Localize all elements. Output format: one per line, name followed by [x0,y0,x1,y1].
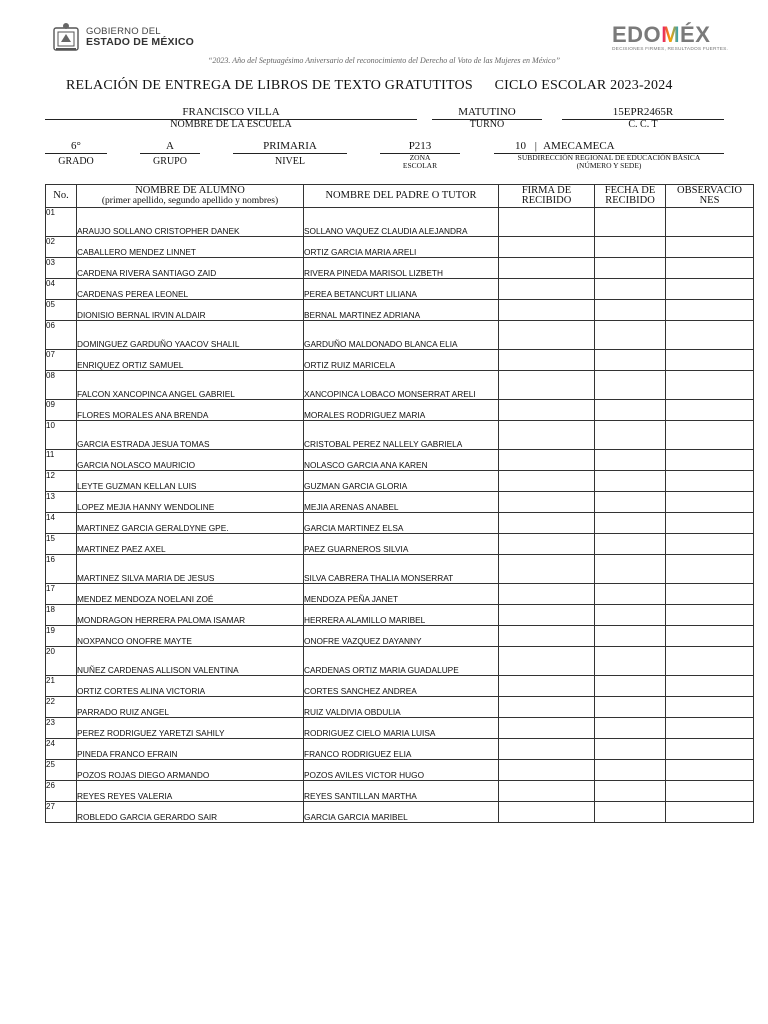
row-number: 16 [46,555,77,584]
parent-name: PEREA BETANCURT LILIANA [304,279,499,300]
table-row [46,760,754,781]
student-name: CARDENA RIVERA SANTIAGO ZAID [77,258,304,279]
header-signature-l2: RECIBIDO [521,195,572,206]
student-name: NUÑEZ CARDENAS ALLISON VALENTINA [77,647,304,676]
row-number: 19 [46,626,77,647]
table-row [46,208,754,237]
table-row [46,802,754,823]
observations-cell[interactable] [666,237,754,258]
header-signature-l1: FIRMA DE [521,185,572,196]
parent-name: XANCOPINCA LOBACO MONSERRAT ARELI [304,371,499,400]
parent-name: SILVA CABRERA THALIA MONSERRAT [304,555,499,584]
date-cell[interactable] [595,237,666,258]
subdirection-label-line2: (NÚMERO Y SEDE) [576,161,642,170]
school-cycle: CICLO ESCOLAR 2023-2024 [494,78,673,93]
subdirection-number: 10 [515,140,526,152]
level-line [233,153,347,154]
row-number: 09 [46,400,77,421]
row-number: 12 [46,471,77,492]
observations-cell[interactable] [666,258,754,279]
student-name: GARCIA ESTRADA JESUA TOMAS [77,421,304,450]
parent-name: SOLLANO VAQUEZ CLAUDIA ALEJANDRA [304,208,499,237]
grade-value: 6° [71,140,81,152]
table-row [46,626,754,647]
row-number: 06 [46,321,77,350]
parent-name: ORTIZ RUIZ MARICELA [304,350,499,371]
row-number: 01 [46,208,77,237]
edomex-word: EDOMÉX [612,22,711,47]
header-observations-l2: NES [699,195,720,206]
signature-cell[interactable] [499,471,595,492]
cct-value: 15EPR2465R [612,106,674,118]
table-row [46,697,754,718]
parent-name: ORTIZ GARCIA MARIA ARELI [304,237,499,258]
student-name: MARTINEZ SILVA MARIA DE JESUS [77,555,304,584]
parent-name: REYES SANTILLAN MARTHA [304,781,499,802]
signature-cell[interactable] [499,584,595,605]
signature-cell[interactable] [499,513,595,534]
table-row [46,471,754,492]
row-number: 02 [46,237,77,258]
header-no: No. [46,185,77,208]
signature-cell[interactable] [499,626,595,647]
parent-name: MORALES RODRIGUEZ MARIA [304,400,499,421]
signature-cell[interactable] [499,208,595,237]
signature-cell[interactable] [499,421,595,450]
observations-cell[interactable] [666,321,754,350]
signature-cell[interactable] [499,718,595,739]
subdirection-label-line1: SUBDIRECCIÓN REGIONAL DE EDUCACIÓN BÁSICA [517,153,701,162]
signature-cell[interactable] [499,237,595,258]
student-name: MENDEZ MENDOZA NOELANI ZOÉ [77,584,304,605]
school-name-label: NOMBRE DE LA ESCUELA [170,119,292,130]
parent-name: GUZMAN GARCIA GLORIA [304,471,499,492]
observations-cell[interactable] [666,208,754,237]
row-number: 07 [46,350,77,371]
date-cell[interactable] [595,371,666,400]
student-name: REYES REYES VALERIA [77,781,304,802]
cct-label: C. C. T [628,119,658,130]
shift-value: MATUTINO [458,106,516,118]
date-cell[interactable] [595,513,666,534]
date-cell[interactable] [595,450,666,471]
table-row [46,584,754,605]
row-number: 15 [46,534,77,555]
header-date-l1: FECHA DE [604,185,656,196]
row-number: 26 [46,781,77,802]
signature-cell[interactable] [499,321,595,350]
signature-cell[interactable] [499,300,595,321]
observations-cell[interactable] [666,513,754,534]
signature-cell[interactable] [499,739,595,760]
gobierno-logo [52,22,194,52]
row-number: 24 [46,739,77,760]
signature-cell[interactable] [499,676,595,697]
student-name: POZOS ROJAS DIEGO ARMANDO [77,760,304,781]
table-row [46,739,754,760]
subdirection-label [494,154,724,170]
row-number: 20 [46,647,77,676]
date-cell[interactable] [595,350,666,371]
observations-cell[interactable] [666,371,754,400]
student-name: LOPEZ MEJIA HANNY WENDOLINE [77,492,304,513]
parent-name: GARCIA GARCIA MARIBEL [304,802,499,823]
motto: “2023. Año del Septuagésimo Aniversario del reconocimiento del Derecho al Voto de las Mujeres en México” [207,56,561,65]
document-title [66,78,673,94]
signature-cell[interactable] [499,605,595,626]
gov-line2: ESTADO DE MÉXICO [86,36,195,48]
student-name: NOXPANCO ONOFRE MAYTE [77,626,304,647]
date-cell[interactable] [595,534,666,555]
date-cell[interactable] [595,492,666,513]
student-name: ORTIZ CORTES ALINA VICTORIA [77,676,304,697]
date-cell[interactable] [595,697,666,718]
observations-cell[interactable] [666,647,754,676]
table-row [46,421,754,450]
parent-name: FRANCO RODRIGUEZ ELIA [304,739,499,760]
school-name: FRANCISCO VILLA [182,106,280,118]
group-line [140,153,200,154]
observations-cell[interactable] [666,300,754,321]
signature-cell[interactable] [499,760,595,781]
date-cell[interactable] [595,208,666,237]
observations-cell[interactable] [666,676,754,697]
student-name: MARTINEZ GARCIA GERALDYNE GPE. [77,513,304,534]
observations-cell[interactable] [666,450,754,471]
table-header-row [46,185,754,208]
date-cell[interactable] [595,555,666,584]
signature-cell[interactable] [499,555,595,584]
table-row [46,371,754,400]
row-number: 05 [46,300,77,321]
edomex-wordmark [612,24,746,46]
header-date [595,185,666,208]
observations-cell[interactable] [666,471,754,492]
row-number: 27 [46,802,77,823]
student-name: FALCON XANCOPINCA ANGEL GABRIEL [77,371,304,400]
observations-cell[interactable] [666,400,754,421]
observations-cell[interactable] [666,760,754,781]
group-label: GRUPO [153,156,187,167]
date-cell[interactable] [595,605,666,626]
observations-cell[interactable] [666,584,754,605]
student-name: PARRADO RUIZ ANGEL [77,697,304,718]
parent-name: POZOS AVILES VICTOR HUGO [304,760,499,781]
table-row [46,513,754,534]
gov-line1: GOBIERNO DEL [86,26,161,37]
header-student-sub: (primer apellido, segundo apellido y nombres) [101,196,279,206]
date-cell[interactable] [595,626,666,647]
signature-cell[interactable] [499,781,595,802]
student-name: LEYTE GUZMAN KELLAN LUIS [77,471,304,492]
parent-name: NOLASCO GARCIA ANA KAREN [304,450,499,471]
row-number: 10 [46,421,77,450]
row-number: 04 [46,279,77,300]
observations-cell[interactable] [666,492,754,513]
student-name: PINEDA FRANCO EFRAIN [77,739,304,760]
student-name: MARTINEZ PAEZ AXEL [77,534,304,555]
parent-name: HERRERA ALAMILLO MARIBEL [304,605,499,626]
table-row [46,492,754,513]
group-value: A [166,140,174,152]
header-date-l2: RECIBIDO [605,195,655,206]
grade-label: GRADO [58,156,94,167]
table-row [46,258,754,279]
student-name: MONDRAGON HERRERA PALOMA ISAMAR [77,605,304,626]
row-number: 17 [46,584,77,605]
parent-name: RUIZ VALDIVIA OBDULIA [304,697,499,718]
subdirection-separator: | [534,140,537,152]
observations-cell[interactable] [666,534,754,555]
signature-cell[interactable] [499,802,595,823]
table-row [46,300,754,321]
student-name: ENRIQUEZ ORTIZ SAMUEL [77,350,304,371]
level-label: NIVEL [275,156,305,167]
table-row [46,605,754,626]
observations-cell[interactable] [666,781,754,802]
observations-cell[interactable] [666,350,754,371]
date-cell[interactable] [595,584,666,605]
row-number: 14 [46,513,77,534]
parent-name: MENDOZA PEÑA JANET [304,584,499,605]
parent-name: GARCIA MARTINEZ ELSA [304,513,499,534]
subdirection-seat: AMECAMECA [543,140,615,152]
observations-cell[interactable] [666,605,754,626]
signature-cell[interactable] [499,350,595,371]
table-row [46,534,754,555]
header-student [77,185,304,208]
table-row [46,718,754,739]
student-name: PEREZ RODRIGUEZ YARETZI SAHILY [77,718,304,739]
table-row [46,781,754,802]
row-number: 18 [46,605,77,626]
edomex-logo [612,24,746,52]
date-cell[interactable] [595,802,666,823]
roster-body [46,208,754,823]
row-number: 13 [46,492,77,513]
observations-cell[interactable] [666,802,754,823]
student-name: GARCIA NOLASCO MAURICIO [77,450,304,471]
date-cell[interactable] [595,676,666,697]
zone-value: P213 [408,140,432,152]
level-value: PRIMARIA [263,140,317,152]
shift-label: TURNO [469,119,505,130]
roster-table [45,184,754,823]
date-cell[interactable] [595,400,666,421]
table-row [46,676,754,697]
signature-cell[interactable] [499,279,595,300]
student-name: ROBLEDO GARCIA GERARDO SAIR [77,802,304,823]
student-name: FLORES MORALES ANA BRENDA [77,400,304,421]
table-row [46,555,754,584]
parent-name: ONOFRE VAZQUEZ DAYANNY [304,626,499,647]
date-cell[interactable] [595,279,666,300]
title-text: RELACIÓN DE ENTREGA DE LIBROS DE TEXTO GRATUTITOS [66,78,473,93]
parent-name: BERNAL MARTINEZ ADRIANA [304,300,499,321]
observations-cell[interactable] [666,697,754,718]
date-cell[interactable] [595,300,666,321]
header-observations-l1: OBSERVACIO [677,185,742,196]
observations-cell[interactable] [666,421,754,450]
student-name: ARAUJO SOLLANO CRISTOPHER DANEK [77,208,304,237]
header-observations [666,185,754,208]
row-number: 21 [46,676,77,697]
table-row [46,400,754,421]
header-parent: NOMBRE DEL PADRE O TUTOR [304,185,499,208]
student-name: CARDENAS PEREA LEONEL [77,279,304,300]
signature-cell[interactable] [499,258,595,279]
subdirection-value [494,140,724,152]
date-cell[interactable] [595,421,666,450]
row-number: 22 [46,697,77,718]
table-row [46,450,754,471]
table-row [46,237,754,258]
header-signature [499,185,595,208]
parent-name: CARDENAS ORTIZ MARIA GUADALUPE [304,647,499,676]
signature-cell[interactable] [499,697,595,718]
parent-name: RODRIGUEZ CIELO MARIA LUISA [304,718,499,739]
zone-label [380,154,460,170]
signature-cell[interactable] [499,450,595,471]
observations-cell[interactable] [666,279,754,300]
date-cell[interactable] [595,647,666,676]
parent-name: GARDUÑO MALDONADO BLANCA ELIA [304,321,499,350]
signature-cell[interactable] [499,647,595,676]
date-cell[interactable] [595,321,666,350]
student-name: CABALLERO MENDEZ LINNET [77,237,304,258]
signature-cell[interactable] [499,400,595,421]
signature-cell[interactable] [499,534,595,555]
table-row [46,279,754,300]
row-number: 25 [46,760,77,781]
grade-line [45,153,107,154]
date-cell[interactable] [595,760,666,781]
parent-name: CRISTOBAL PEREZ NALLELY GABRIELA [304,421,499,450]
zone-label-line2: ESCOLAR [402,161,438,170]
table-row [46,350,754,371]
row-number: 11 [46,450,77,471]
state-seal-icon [52,22,80,52]
row-number: 03 [46,258,77,279]
zone-label-line1: ZONA [409,153,431,162]
date-cell[interactable] [595,781,666,802]
date-cell[interactable] [595,258,666,279]
date-cell[interactable] [595,471,666,492]
observations-cell[interactable] [666,555,754,584]
signature-cell[interactable] [499,492,595,513]
table-row [46,321,754,350]
table-row [46,647,754,676]
student-name: DIONISIO BERNAL IRVIN ALDAIR [77,300,304,321]
observations-cell[interactable] [666,718,754,739]
signature-cell[interactable] [499,371,595,400]
date-cell[interactable] [595,718,666,739]
observations-cell[interactable] [666,626,754,647]
row-number: 08 [46,371,77,400]
parent-name: RIVERA PINEDA MARISOL LIZBETH [304,258,499,279]
row-number: 23 [46,718,77,739]
header-student-title: NOMBRE DE ALUMNO [135,185,245,196]
edomex-tagline: DECISIONES FIRMES, RESULTADOS FUERTES. [612,47,729,52]
student-name: DOMINGUEZ GARDUÑO YAACOV SHALIL [77,321,304,350]
parent-name: MEJIA ARENAS ANABEL [304,492,499,513]
observations-cell[interactable] [666,739,754,760]
parent-name: PAEZ GUARNEROS SILVIA [304,534,499,555]
date-cell[interactable] [595,739,666,760]
parent-name: CORTES SANCHEZ ANDREA [304,676,499,697]
